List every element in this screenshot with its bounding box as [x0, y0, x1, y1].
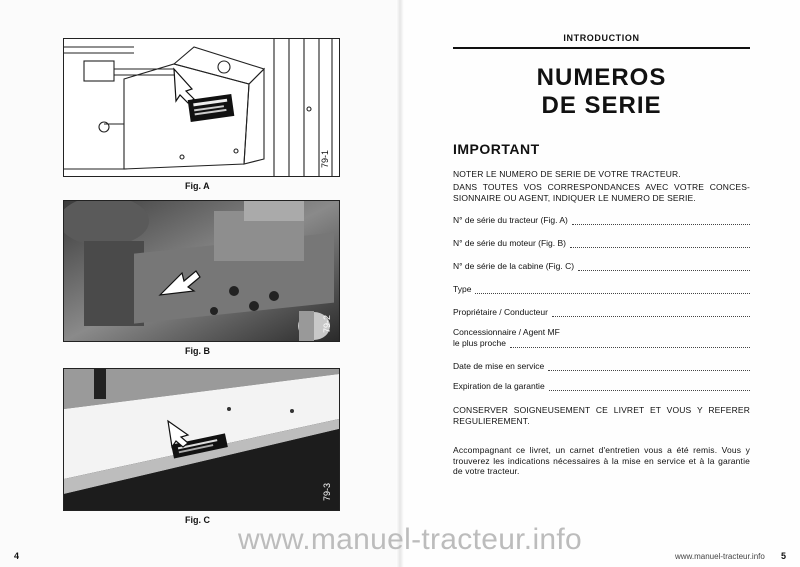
form-field[interactable]	[453, 215, 750, 225]
keep-booklet-text: CONSERVER SOIGNEUSEMENT CE LIVRET ET VOUS Y REFERER REGULIEREMENT.	[453, 405, 750, 426]
form-field-label: N° de série du moteur (Fig. B)	[453, 238, 566, 248]
fill-line	[552, 309, 750, 317]
serial-plate-icon	[188, 94, 235, 122]
figure-a-drawing	[64, 39, 339, 176]
book-gutter	[396, 0, 404, 567]
figure-b	[63, 200, 340, 342]
form-field[interactable]	[453, 284, 750, 294]
note-text: NOTER LE NUMERO DE SERIE DE VOTRE TRACTEUR.	[453, 169, 681, 179]
form-field-label: le plus proche	[453, 337, 506, 348]
watermark: www.manuel-tracteur.info	[238, 523, 583, 556]
heading-rule	[453, 47, 750, 49]
fill-line	[570, 240, 750, 248]
fill-line	[475, 286, 750, 294]
page-number-left: 4	[14, 551, 20, 561]
maintenance-book-text: Accompagnant ce livret, un carnet d'entretien vous a été remis. Vous y trouverez les indications nécessaires à la mise en service et à la garantie de votre tracteur.	[453, 445, 750, 476]
figure-caption: Fig. A	[185, 181, 210, 191]
figure-caption: Fig. B	[185, 346, 210, 356]
form-field[interactable]	[453, 261, 750, 271]
form-field-label: Type	[453, 284, 472, 294]
figure-code: 79-2	[322, 314, 333, 334]
fill-line	[548, 363, 750, 371]
form-field-label: N° de série du tracteur (Fig. A)	[453, 215, 568, 225]
fill-line	[578, 263, 750, 271]
arrow-icon	[174, 69, 194, 103]
figure-a	[63, 38, 340, 177]
page-title	[453, 64, 750, 120]
form-field[interactable]	[453, 381, 750, 391]
form-field[interactable]	[453, 307, 750, 317]
important-heading: IMPORTANT	[453, 141, 540, 157]
figure-c	[63, 368, 340, 511]
correspondence-text: DANS TOUTES VOS CORRESPONDANCES AVEC VOTRE CONCES-SIONNAIRE OU AGENT, INDIQUER LE NUMERO DE SERIE.	[453, 182, 750, 203]
form-field-label: N° de série de la cabine (Fig. C)	[453, 261, 575, 271]
form-field-label: Propriétaire / Conducteur	[453, 307, 548, 317]
form-field[interactable]	[453, 361, 750, 371]
form-field-dealer[interactable]	[453, 327, 750, 348]
form-field-label: Date de mise en service	[453, 361, 545, 371]
figure-c-photo	[64, 369, 339, 510]
footer-site[interactable]: www.manuel-tracteur.info	[675, 552, 765, 561]
title-line-1: NUMEROS	[536, 64, 667, 91]
figure-caption: Fig. C	[185, 515, 210, 525]
figure-b-photo	[64, 201, 339, 341]
form-field-label: Concessionnaire / Agent MF	[453, 327, 560, 337]
fill-line	[549, 383, 750, 391]
figure-code: 79-1	[320, 149, 331, 169]
page-number-right: 5	[781, 551, 787, 561]
figure-code: 79-3	[322, 482, 333, 502]
form-field-label: Expiration de la garantie	[453, 381, 545, 391]
section-heading: INTRODUCTION	[563, 33, 640, 43]
fill-line	[510, 340, 750, 348]
fill-line	[572, 217, 750, 225]
title-line-2: DE SERIE	[541, 92, 662, 119]
form-field[interactable]	[453, 238, 750, 248]
